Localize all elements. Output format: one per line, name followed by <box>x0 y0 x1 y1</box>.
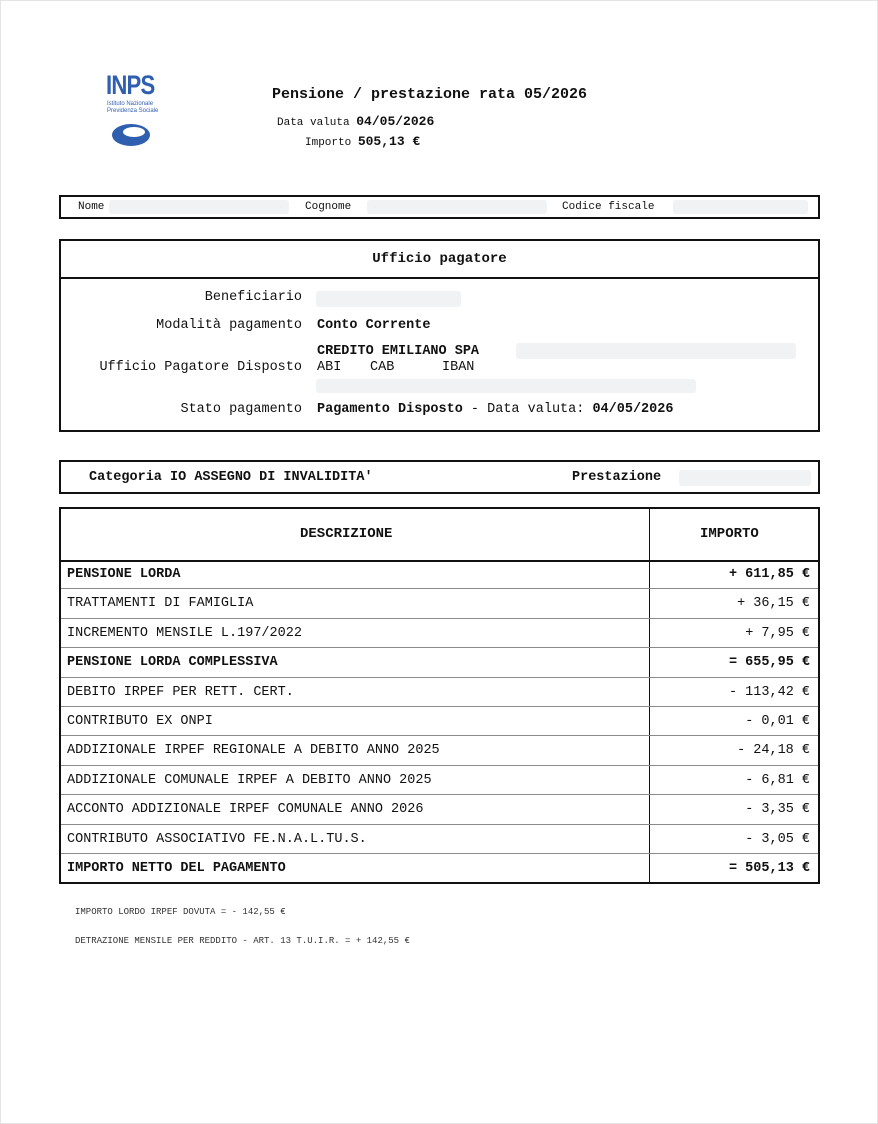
codice-fiscale-redacted <box>673 200 808 214</box>
row-description: INCREMENTO MENSILE L.197/2022 <box>67 625 302 641</box>
logo-ring-icon <box>110 122 154 148</box>
categoria-label: Categoria IO ASSEGNO DI INVALIDITA' <box>89 470 373 485</box>
table-row <box>61 560 818 589</box>
data-valuta-row <box>277 114 434 129</box>
table-row <box>61 678 818 707</box>
importo-value: 505,13 € <box>357 134 421 149</box>
modalita-label: Modalità pagamento <box>156 318 302 333</box>
modalita-value: Conto Corrente <box>317 318 431 333</box>
logo-text: INPS <box>106 70 155 100</box>
identity-box <box>59 195 820 219</box>
row-description: CONTRIBUTO EX ONPI <box>67 714 213 729</box>
ufficio-pagatore-box <box>59 239 820 432</box>
document-title: Pensione / prestazione rata 05/2026 <box>272 86 588 103</box>
table-row <box>61 825 818 854</box>
row-description: PENSIONE LORDA COMPLESSIVA <box>67 655 278 671</box>
beneficiario-label: Beneficiario <box>204 290 302 305</box>
row-amount: = 505,13 € <box>728 861 810 876</box>
codice-fiscale-label: Codice fiscale <box>562 201 655 213</box>
bank-name: CREDITO EMILIANO SPA <box>317 344 480 359</box>
cognome-redacted <box>367 200 547 214</box>
ufficio-label: Ufficio Pagatore Disposto <box>99 360 302 375</box>
table-row <box>61 619 818 648</box>
row-description: PENSIONE LORDA <box>67 567 181 582</box>
table-row <box>61 589 818 618</box>
table-row <box>61 707 818 736</box>
iban-label: IBAN <box>442 360 475 375</box>
row-amount: - 0,01 € <box>745 714 810 729</box>
stato-row <box>317 402 673 417</box>
importo-row <box>305 134 420 149</box>
row-amount: - 3,35 € <box>745 802 810 818</box>
row-amount: = 655,95 € <box>728 655 810 671</box>
row-description: TRATTAMENTI DI FAMIGLIA <box>67 596 254 612</box>
nome-label: Nome <box>78 201 105 213</box>
data-valuta-value: 04/05/2026 <box>356 114 435 129</box>
row-description: DEBITO IRPEF PER RETT. CERT. <box>67 684 294 700</box>
table-row <box>61 795 818 824</box>
header-descrizione: DESCRIZIONE <box>300 526 393 542</box>
cab-label: CAB <box>370 360 395 375</box>
table-row <box>61 648 818 677</box>
row-description: ADDIZIONALE COMUNALE IRPEF A DEBITO ANNO 2025 <box>67 772 432 788</box>
iban-redacted <box>316 379 696 393</box>
prestazione-label: Prestazione <box>572 470 662 485</box>
logo-subtitle: Istituto Nazionale Previdenza Sociale <box>107 101 159 114</box>
cognome-label: Cognome <box>305 201 352 213</box>
bank-address-redacted <box>516 343 796 359</box>
prestazione-redacted <box>679 470 811 486</box>
row-amount: - 3,05 € <box>745 831 810 847</box>
row-description: ACCONTO ADDIZIONALE IRPEF COMUNALE ANNO 2026 <box>67 802 424 818</box>
header-importo: IMPORTO <box>700 526 759 542</box>
row-description: IMPORTO NETTO DEL PAGAMENTO <box>67 861 286 876</box>
stato-value: Pagamento Disposto <box>317 402 463 417</box>
ufficio-pagatore-title: Ufficio pagatore <box>61 241 818 279</box>
row-amount: + 611,85 € <box>728 567 810 582</box>
importi-table <box>59 507 820 884</box>
note-irpef-lordo: IMPORTO LORDO IRPEF DOVUTA = - 142,55 € <box>75 907 286 917</box>
row-amount: - 113,42 € <box>728 684 810 700</box>
table-row <box>61 766 818 795</box>
row-amount: - 6,81 € <box>745 772 810 788</box>
stato-separator: - Data valuta: <box>462 402 593 417</box>
data-valuta-label: Data valuta <box>277 117 350 129</box>
inps-logo <box>104 70 164 150</box>
row-amount: + 7,95 € <box>745 625 810 641</box>
beneficiario-redacted <box>316 291 461 307</box>
stato-date: 04/05/2026 <box>592 402 674 417</box>
table-row <box>61 736 818 765</box>
categoria-box <box>59 460 820 494</box>
row-amount: - 24,18 € <box>737 743 810 759</box>
note-detrazione: DETRAZIONE MENSILE PER REDDITO - ART. 13 T.U.I.R. = + 142,55 € <box>75 936 410 946</box>
abi-label: ABI <box>317 360 342 375</box>
table-row <box>61 854 818 883</box>
row-description: CONTRIBUTO ASSOCIATIVO FE.N.A.L.TU.S. <box>67 831 367 847</box>
nome-redacted <box>109 200 289 214</box>
stato-label: Stato pagamento <box>180 402 302 417</box>
row-amount: + 36,15 € <box>737 596 810 612</box>
row-description: ADDIZIONALE IRPEF REGIONALE A DEBITO ANNO 2025 <box>67 743 440 759</box>
importo-label: Importo <box>305 137 352 149</box>
table-header <box>61 509 818 562</box>
